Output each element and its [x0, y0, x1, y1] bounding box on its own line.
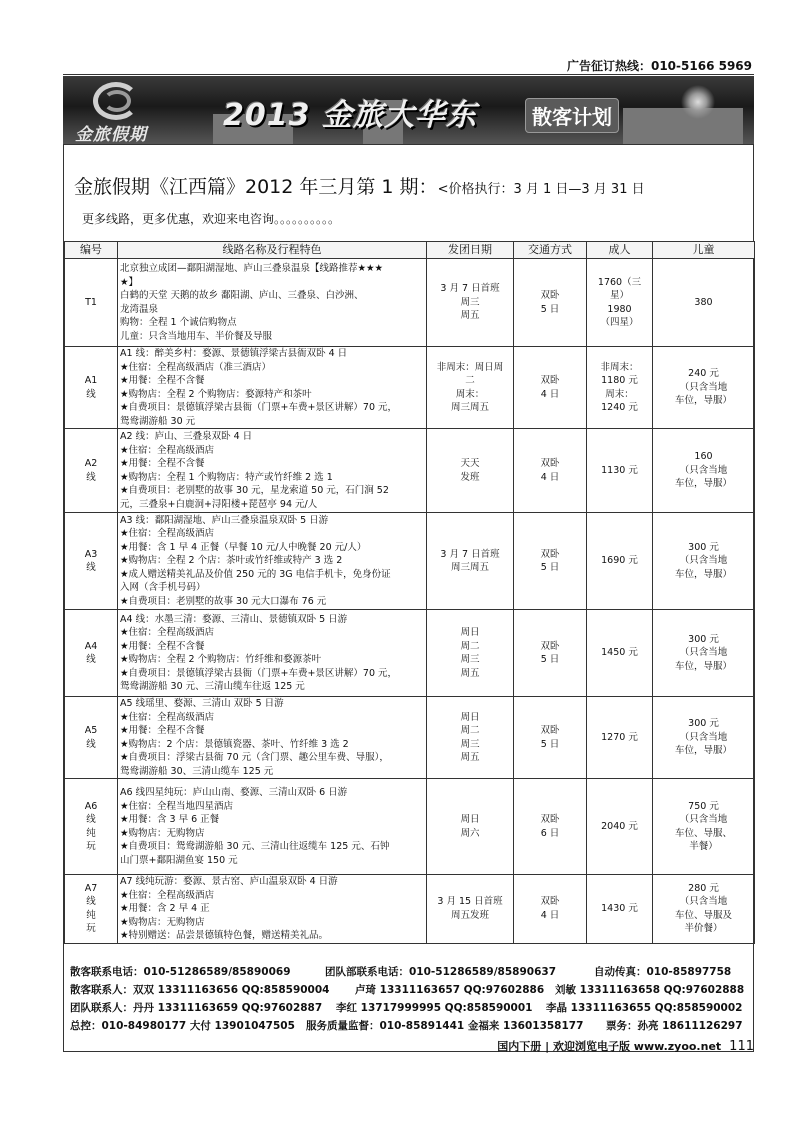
cell-line: 周六: [460, 827, 480, 839]
cell-line: 发班: [460, 471, 480, 483]
cell-line: 二: [465, 375, 475, 386]
cell-line: 龙湾温泉: [120, 303, 159, 315]
cell-line: 山门票+鄱阳湖鱼宴 150 元: [120, 854, 238, 866]
cell-line: （只含当地: [679, 731, 728, 743]
cell-line: ★购物店：全程 2 个店：茶叶或竹纤维或特产 3 选 2: [120, 555, 343, 567]
cell-line: 1760（三: [597, 276, 642, 288]
cell-date: [427, 513, 514, 610]
cell-line: 鸳鸯湖游船 30、三清山缆车 125 元: [120, 765, 274, 777]
contact-item: 卢琦 13311163657 QQ:97602886: [355, 984, 545, 996]
cell-line: ★用餐：全程不含餐: [120, 640, 205, 652]
cell-line: 双卧: [540, 640, 560, 652]
cell-line: 线: [86, 562, 96, 573]
cell-route: [118, 429, 427, 513]
cell-line: ★住宿：全程高级酒店（准三酒店）: [120, 361, 272, 373]
cell-date: [427, 429, 514, 513]
cell-line: ★用餐：全程不含餐: [120, 725, 205, 736]
cell-code: [65, 429, 118, 513]
cell-date: [427, 697, 514, 779]
cell-line: 购物：全程 1 个诚信购物点: [120, 317, 237, 328]
cell-line: ★用餐：含 3 早 6 正餐: [120, 814, 220, 825]
cell-line: A7 线纯玩游：婺源、景古窑、庐山温泉双卧 4 日游: [120, 876, 338, 887]
cell-line: 3 月 7 日首班: [440, 283, 500, 295]
cell-line: 非周末：: [600, 361, 639, 373]
cell-adult-price: [587, 513, 653, 610]
cell-line: （只含当地: [679, 464, 728, 476]
cell-line: ★特别赠送：品尝景德镇特色餐，赠送精美礼品。: [120, 930, 329, 941]
cell-route: [118, 347, 427, 429]
cell-line: A3 线：鄱阳湖湿地、庐山三叠泉温泉双卧 5 日游: [120, 514, 329, 526]
cell-line: ★购物店：无购物店: [120, 827, 205, 839]
cell-transport: [514, 779, 587, 875]
cell-line: 线: [86, 471, 96, 483]
contact-item: 服务质量监督：010-85891441 金福来 13601358177: [306, 1020, 584, 1032]
cell-line: 双卧: [540, 458, 560, 469]
cell-line: 线: [86, 814, 96, 825]
contact-item: 散客联系人：双双 13311163656 QQ:858590004: [70, 984, 330, 996]
cell-code: [65, 347, 118, 429]
cell-line: ★用餐：含 2 早 4 正: [120, 903, 210, 914]
cell-code: [65, 875, 118, 944]
top-divider: [63, 74, 754, 75]
cell-line: 车位，导服）: [674, 395, 732, 407]
cell-line: 玩: [86, 841, 96, 852]
table-header-row: [65, 242, 755, 259]
contact-info: [70, 963, 750, 1035]
cell-line: 纯: [86, 827, 96, 839]
table-row: [65, 259, 755, 347]
cell-line: 1450 元: [601, 647, 638, 659]
cell-line: 周二: [460, 640, 480, 652]
cell-code: [65, 259, 118, 347]
cell-line: ★住宿：全程当地四星酒店: [120, 800, 234, 812]
cell-line: （只含当地: [679, 555, 728, 567]
cell-route: [118, 259, 427, 347]
cell-transport: [514, 513, 587, 610]
cell-line: 周三: [460, 738, 480, 750]
cell-line: 160: [694, 451, 713, 463]
cell-line: （只含当地: [679, 896, 728, 908]
cell-line: 周三: [460, 654, 480, 665]
cell-line: ★住宿：全程高级酒店: [120, 711, 215, 723]
cell-child-price: [653, 779, 755, 875]
cell-line: ★用餐：全程不含餐: [120, 375, 205, 386]
cell-adult-price: [587, 610, 653, 697]
cell-line: 6 日: [540, 827, 560, 839]
cell-line: 5 日: [540, 562, 560, 573]
footer-text: 国内下册 | 欢迎浏览电子版 www.zyoo.net: [497, 1040, 722, 1053]
cell-route: [118, 697, 427, 779]
cell-line: A4 线：水墨三清：婺源、三清山、景德镇双卧 5 日游: [120, 613, 348, 625]
more-routes-note: 更多线路，更多优惠，欢迎来电咨询。。。。。。。。。。: [82, 212, 341, 226]
cell-line: 2040 元: [601, 820, 638, 832]
page-title: [74, 172, 645, 199]
cell-route: [118, 779, 427, 875]
cell-line: 星）: [609, 290, 629, 301]
cell-line: 5 日: [540, 738, 560, 750]
cell-line: 线: [86, 388, 96, 400]
page-footer: [497, 1038, 754, 1054]
cell-line: 380: [694, 296, 713, 308]
cell-transport: [514, 429, 587, 513]
cell-line: 1690 元: [601, 555, 638, 567]
cell-line: （四星）: [600, 317, 639, 328]
cell-line: 线: [86, 896, 96, 908]
cell-line: A6: [84, 800, 98, 812]
cell-line: ★购物店：2 个店：景德镇瓷器、茶叶、竹纤维 3 选 2: [120, 738, 349, 750]
cell-child-price: [653, 429, 755, 513]
cell-adult-price: [587, 779, 653, 875]
cell-line: ★购物店：全程 1 个购物店：特产或竹纤维 2 选 1: [120, 471, 333, 483]
cell-line: 周三: [460, 296, 480, 308]
cell-line: 线: [86, 654, 96, 665]
cell-line: ★购物店：无购物店: [120, 916, 205, 928]
banner: [63, 76, 754, 144]
cell-line: ★用餐：全程不含餐: [120, 458, 205, 469]
brand-logo: [71, 80, 191, 144]
cell-line: 750 元: [688, 800, 719, 812]
contact-line: [70, 999, 750, 1017]
cell-line: 白鹤的天堂 天鹅的故乡 鄱阳湖、庐山、三叠泉、白沙洲、: [120, 290, 364, 301]
contact-line: [70, 981, 750, 999]
cell-line: 周日: [460, 627, 480, 638]
cell-code: [65, 610, 118, 697]
cell-line: 周五: [460, 667, 480, 679]
cell-line: 周末：: [455, 388, 485, 400]
cell-line: A1: [84, 375, 98, 386]
cell-line: ★自费项目：景德镇浮梁古县衙（门票+车费+景区讲解）70 元，: [120, 402, 398, 413]
contact-item: 团队部联系电话：010-51286589/85890637: [325, 966, 557, 978]
cell-line: 240 元: [688, 368, 719, 380]
cell-line: 1130 元: [601, 464, 638, 476]
cell-child-price: [653, 259, 755, 347]
cell-line: 300 元: [688, 718, 719, 730]
col-header-adult: 成人: [587, 242, 653, 259]
cell-transport: [514, 610, 587, 697]
cell-line: 双卧: [540, 896, 560, 908]
cell-transport: [514, 697, 587, 779]
cell-line: 1430 元: [601, 903, 638, 914]
cell-line: A1 线：醉美乡村：婺源、景德镇浮梁古县衙双卧 4 日: [120, 348, 348, 359]
contact-item: 李晶 13311163655 QQ:858590002: [546, 1002, 743, 1014]
page-title-main: 金旅假期《江西篇》2012 年三月第 1 期：: [74, 176, 438, 198]
cell-code: [65, 697, 118, 779]
cell-line: ★住宿：全程高级酒店: [120, 528, 215, 540]
ad-hotline: 广告征订热线：010-5166 5969: [566, 59, 752, 73]
cell-line: A3: [84, 548, 98, 560]
cell-line: 双卧: [540, 548, 560, 560]
cell-line: A5 线瑶里、婺源、三清山 双卧 5 日游: [120, 698, 284, 709]
col-header-date: 发团日期: [427, 242, 514, 259]
cell-adult-price: [587, 875, 653, 944]
cell-line: （只含当地: [679, 814, 728, 825]
cell-line: ★自费项目：景德镇浮梁古县衙（门票+车费+景区讲解）70 元，: [120, 667, 398, 679]
table-row: [65, 513, 755, 610]
cell-line: 天天: [460, 458, 480, 469]
table-row: [65, 779, 755, 875]
contact-item: 刘敏 13311163658 QQ:97602888: [555, 984, 745, 996]
cell-line: 周日: [460, 711, 480, 723]
cell-line: 周二: [460, 725, 480, 736]
table-row: [65, 347, 755, 429]
cell-line: 儿童：只含当地用车、半价餐及导服: [120, 330, 273, 342]
cell-line: 非周末：周日周: [436, 361, 504, 373]
cell-route: [118, 875, 427, 944]
cell-child-price: [653, 347, 755, 429]
cell-line: 1980: [607, 303, 632, 315]
cell-date: [427, 875, 514, 944]
page-number: 111: [729, 1039, 754, 1054]
cell-adult-price: [587, 697, 653, 779]
contact-item: 总控：010-84980177 大付 13901047505: [70, 1020, 295, 1032]
cell-line: 双卧: [540, 375, 560, 386]
cell-line: 鸳鸯湖游船 30 元、三清山缆车往返 125 元: [120, 681, 305, 692]
cell-line: 4 日: [540, 388, 560, 400]
cell-line: ★自费项目：老别墅的故事 30 元大口瀑布 76 元: [120, 595, 327, 607]
contact-line: [70, 1017, 750, 1035]
cell-adult-price: [587, 259, 653, 347]
cell-line: 元，三叠泉+白鹿洞+浔阳楼+琵琶亭 94 元/人: [120, 498, 318, 510]
cell-child-price: [653, 513, 755, 610]
table-row: [65, 429, 755, 513]
cell-date: [427, 610, 514, 697]
cell-child-price: [653, 610, 755, 697]
cell-date: [427, 347, 514, 429]
cell-transport: [514, 259, 587, 347]
cell-line: ★购物店：全程 2 个购物店：竹纤维和婺源茶叶: [120, 654, 322, 665]
cell-line: 车位，导服）: [674, 568, 732, 580]
itinerary-table: [64, 241, 755, 944]
cell-code: [65, 779, 118, 875]
cell-date: [427, 259, 514, 347]
cell-transport: [514, 347, 587, 429]
cell-line: 4 日: [540, 471, 560, 483]
cell-route: [118, 513, 427, 610]
cell-line: 鸳鸯湖游船 30 元: [120, 415, 196, 427]
cell-transport: [514, 875, 587, 944]
cell-line: 北京独立成团—鄱阳湖湿地、庐山三叠泉温泉【线路推荐★★★: [120, 263, 384, 274]
cell-line: 周五: [460, 752, 480, 763]
cell-date: [427, 779, 514, 875]
cell-line: 1180 元: [601, 375, 638, 386]
cell-line: 入网（含手机号码）: [120, 582, 206, 594]
contact-item: 李红 13717999995 QQ:858590001: [336, 1002, 533, 1014]
contact-item: 票务：孙亮 18611126297: [606, 1020, 743, 1032]
cell-line: 半价餐）: [684, 923, 723, 935]
cell-child-price: [653, 697, 755, 779]
cell-line: A5: [84, 725, 98, 736]
cell-line: 车位，导服）: [674, 745, 732, 757]
cell-line: 周三周五: [450, 562, 489, 573]
firework-icon: [678, 82, 718, 122]
cell-line: 双卧: [540, 290, 560, 301]
table-row: [65, 875, 755, 944]
cell-line: A2: [84, 458, 98, 469]
contact-line: [70, 963, 750, 981]
cell-line: 3 月 15 日首班: [437, 896, 503, 908]
cell-line: 周五发班: [450, 909, 489, 921]
cell-line: ★购物店：全程 2 个购物店：婺源特产和茶叶: [120, 388, 312, 400]
price-period: <价格执行：3 月 1 日—3 月 31 日: [437, 182, 645, 197]
cell-line: ★自费项目：浮梁古县衙 70 元（含门票、趣公里车费、导服），: [120, 752, 389, 763]
cell-line: ★住宿：全程高级酒店: [120, 627, 215, 638]
cell-line: 3 月 7 日首班: [440, 548, 500, 560]
contact-item: 自动传真：010-85897758: [594, 966, 732, 978]
contact-item: 散客联系电话：010-51286589/85890069: [70, 966, 291, 978]
col-header-code: 编号: [65, 242, 118, 259]
cell-line: 280 元: [688, 882, 719, 894]
cell-line: 1240 元: [601, 402, 638, 413]
cell-line: （只含当地: [679, 647, 728, 659]
cell-line: （只含当地: [679, 381, 728, 393]
cell-line: 周日: [460, 814, 480, 825]
cell-line: 4 日: [540, 909, 560, 921]
cell-line: 车位、导服及: [674, 909, 732, 921]
cell-line: 周五: [460, 310, 480, 322]
cell-line: 车位，导服）: [674, 660, 732, 672]
col-header-transport: 交通方式: [514, 242, 587, 259]
cell-line: 车位，导服）: [674, 478, 732, 490]
cell-line: 玩: [86, 923, 96, 935]
cell-line: 5 日: [540, 303, 560, 315]
cell-line: 5 日: [540, 654, 560, 665]
cell-line: ★住宿：全程高级酒店: [120, 444, 215, 456]
cell-line: 线: [86, 738, 96, 750]
table-row: [65, 610, 755, 697]
cell-line: 纯: [86, 909, 96, 921]
cell-line: ★住宿：全程高级酒店: [120, 889, 215, 901]
cell-line: 双卧: [540, 814, 560, 825]
cell-line: A6 线四星纯玩：庐山山南、婺源、三清山双卧 6 日游: [120, 787, 348, 798]
cell-line: 周三周五: [450, 402, 489, 413]
cell-line: A2 线：庐山、三叠泉双卧 4 日: [120, 431, 253, 442]
banner-headline: 2013 金旅大华东: [223, 98, 477, 133]
cell-line: 双卧: [540, 725, 560, 736]
cell-adult-price: [587, 347, 653, 429]
cell-child-price: [653, 875, 755, 944]
col-header-route: 线路名称及行程特色: [118, 242, 427, 259]
cell-line: ★自费项目：老别墅的故事 30 元，星龙索道 50 元，石门涧 52: [120, 485, 389, 496]
cell-line: ★用餐：含 1 早 4 正餐（早餐 10 元/人中晚餐 20 元/人）: [120, 541, 367, 553]
cell-line: 半餐）: [689, 841, 718, 852]
cell-line: 300 元: [688, 541, 719, 553]
banner-plan-label: 散客计划: [525, 98, 619, 133]
cell-line: A7: [84, 882, 98, 894]
cell-adult-price: [587, 429, 653, 513]
cell-line: A4: [84, 640, 98, 652]
cell-line: 周末：: [605, 388, 634, 400]
table-row: [65, 697, 755, 779]
cell-route: [118, 610, 427, 697]
cell-line: ★成人赠送精美礼品及价值 250 元的 3G 电信手机卡，免身份证: [120, 568, 391, 580]
contact-item: 团队联系人：丹丹 13311163659 QQ:97602887: [70, 1002, 323, 1014]
cell-line: 300 元: [688, 633, 719, 645]
col-header-child: 儿童: [653, 242, 755, 259]
cell-line: ★】: [120, 276, 139, 288]
cell-line: T1: [85, 296, 97, 308]
logo-text: 金旅假期: [75, 125, 147, 144]
cell-line: ★自费项目：鸳鸯湖游船 30 元、三清山往返缆车 125 元、石钟: [120, 841, 390, 852]
cell-line: 车位、导服、: [674, 827, 732, 839]
cell-line: 1270 元: [601, 731, 638, 743]
cell-code: [65, 513, 118, 610]
